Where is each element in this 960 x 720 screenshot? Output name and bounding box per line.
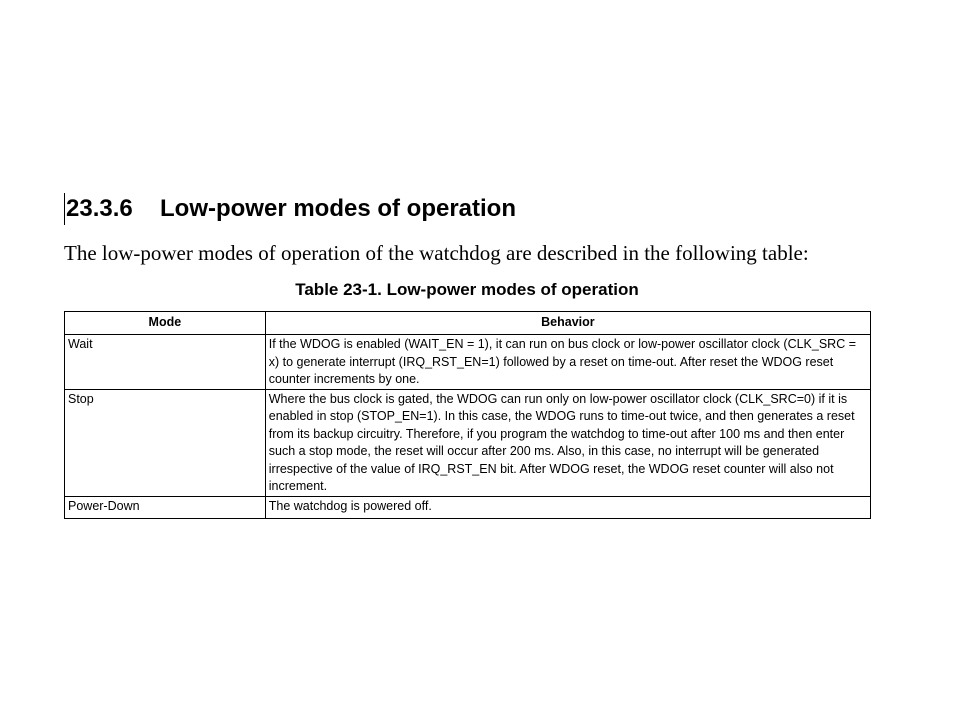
mode-cell: Power-Down	[65, 496, 266, 518]
section-title: Low-power modes of operation	[160, 195, 517, 222]
section-heading	[64, 193, 516, 225]
table-caption: Table 23-1. Low-power modes of operation	[295, 280, 639, 299]
table-row	[65, 496, 871, 518]
table-row	[65, 335, 871, 390]
behavior-cell: If the WDOG is enabled (WAIT_EN = 1), it can run on bus clock or low-power oscillator clock (CLK_SRC = x) to generate interrupt (IRQ_RST_EN=1) followed by a reset on time-out. After reset the WDOG reset counter increments by one.	[265, 335, 870, 390]
behavior-cell: The watchdog is powered off.	[265, 496, 870, 518]
mode-cell: Wait	[65, 335, 266, 390]
table-row	[65, 389, 871, 496]
low-power-modes-table	[64, 311, 871, 519]
intro-paragraph: The low-power modes of operation of the watchdog are described in the following table:	[64, 241, 809, 265]
header-mode: Mode	[65, 312, 266, 335]
header-behavior: Behavior	[265, 312, 870, 335]
mode-cell: Stop	[65, 389, 266, 496]
table-header-row	[65, 312, 871, 335]
section-number: 23.3.6	[66, 195, 133, 222]
behavior-cell: Where the bus clock is gated, the WDOG can run only on low-power oscillator clock (CLK_SRC=0) if it is enabled in stop (STOP_EN=1). In this case, the WDOG runs to time-out twice, and then generates a reset from its backup circuitry. Therefore, if you program the watchdog to time-out after 100 ms and then enter such a stop mode, the reset will occur after 200 ms. Also, in this case, no interrupt will be generated irrespective of the value of IRQ_RST_EN bit. After WDOG reset, the WDOG reset counter will also not increment.	[265, 389, 870, 496]
